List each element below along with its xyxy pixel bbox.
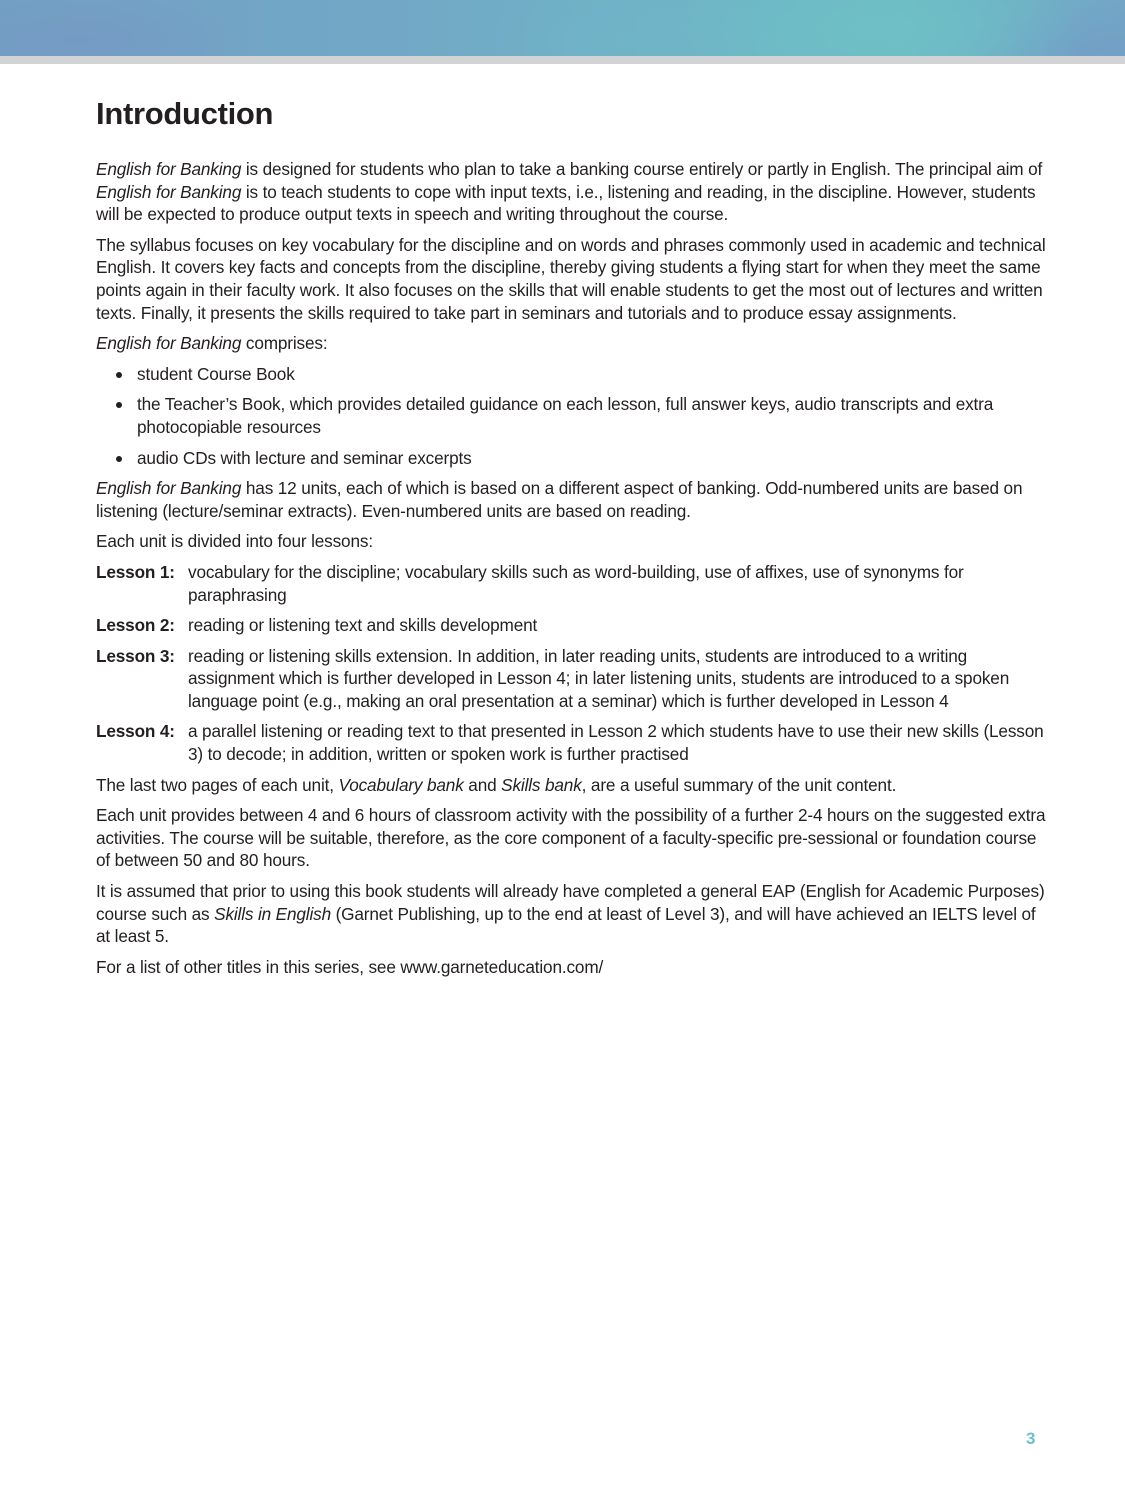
bullet-icon	[116, 372, 122, 378]
text: comprises:	[241, 333, 328, 354]
lesson-row	[96, 645, 1046, 713]
series-paragraph	[96, 956, 1046, 979]
text: is to teach students to cope with input texts, i.e., listening and reading, in the discipline. However, students will be expected to produce output texts in speech and writing throughout the course.	[96, 181, 1036, 225]
book-title: Skills in English	[214, 903, 331, 924]
intro-paragraph	[96, 158, 1046, 226]
header-rule	[0, 56, 1125, 64]
comprises-paragraph	[96, 332, 1046, 355]
list-item	[96, 447, 1046, 470]
lessons-intro: Each unit is divided into four lessons:	[96, 531, 373, 552]
book-title: English for Banking	[96, 159, 242, 179]
list-item	[96, 363, 1046, 386]
header-banner	[0, 0, 1125, 56]
lesson-label: Lesson 3:	[96, 645, 175, 666]
text: It is assumed that prior to using this book students will already have completed a general EAP (English for Academic Purposes) course such as	[96, 881, 1045, 924]
list-item-text: the Teacher’s Book, which provides detailed guidance on each lesson, full answer keys, audio transcripts and extra photocopiable resources	[137, 394, 994, 437]
page-content	[96, 96, 1046, 986]
components-list	[96, 363, 1046, 469]
book-title: English for Banking	[96, 478, 242, 499]
hours-paragraph: Each unit provides between 4 and 6 hours of classroom activity with the possibility of a further 2-4 hours on the suggested extra activities. The course will be suitable, therefore, as the core component of a faculty-specific pre-sessional or foundation course of between 50 and 80 hours.	[96, 805, 1046, 871]
list-item-text: student Course Book	[137, 363, 295, 384]
lesson-text: reading or listening skills extension. In addition, in later reading units, students are introduced to a writing assignment which is further developed in Lesson 4; in later listening units, students are introduced to a spoken language point (e.g., making an oral presentation at a seminar) which is further developed in Lesson 4	[188, 645, 1010, 711]
text: , are a useful summary of the unit content.	[581, 774, 897, 795]
lesson-text: a parallel listening or reading text to that presented in Lesson 2 which students have to use their new skills (Lesson 3) to decode; in addition, written or spoken work is further practised	[188, 721, 1044, 765]
page-title: Introduction	[96, 96, 274, 131]
text: For a list of other titles in this series, see	[96, 956, 401, 977]
list-item-text: audio CDs with lecture and seminar excerpts	[137, 447, 472, 468]
lesson-text: reading or listening text and skills development	[188, 615, 538, 636]
lesson-label: Lesson 1:	[96, 561, 175, 582]
syllabus-paragraph: The syllabus focuses on key vocabulary for the discipline and on words and phrases commonly used in academic and technical English. It covers key facts and concepts from the discipline, thereby giving students a flying start for when they meet the same points again in their faculty work. It also focuses on the skills that will enable students to get the most out of lectures and written texts. Finally, it presents the skills required to take part in seminars and tutorials and to produce essay assignments.	[96, 234, 1046, 323]
banks-paragraph	[96, 774, 1046, 797]
bullet-icon	[116, 456, 122, 462]
lesson-row	[96, 561, 1046, 606]
website-link[interactable]: www.garneteducation.com/	[400, 956, 604, 977]
lesson-row	[96, 614, 1046, 637]
vocabulary-bank-term: Vocabulary bank	[338, 774, 464, 795]
text: The last two pages of each unit,	[96, 774, 339, 795]
prerequisite-paragraph	[96, 880, 1046, 948]
lesson-text: vocabulary for the discipline; vocabulary skills such as word-building, use of affixes, use of synonyms for paraphrasing	[188, 561, 964, 605]
text: has 12 units, each of which is based on a different aspect of banking. Odd-numbered units are based on listening (lecture/seminar extracts). Even-numbered units are based on reading.	[96, 478, 1023, 521]
skills-bank-term: Skills bank	[501, 774, 582, 795]
list-item	[96, 393, 1046, 438]
book-title: English for Banking	[96, 333, 242, 354]
lesson-label: Lesson 4:	[96, 721, 175, 742]
book-title: English for Banking	[96, 181, 242, 202]
bullet-icon	[116, 402, 122, 408]
units-paragraph	[96, 477, 1046, 522]
page-number: 3	[1026, 1429, 1036, 1448]
lesson-label: Lesson 2:	[96, 615, 175, 636]
lesson-row	[96, 720, 1046, 765]
text: (Garnet Publishing, up to the end at least of Level 3), and will have achieved an IELTS level of at least 5.	[96, 903, 1036, 947]
text: and	[463, 774, 502, 795]
text: is designed for students who plan to take a banking course entirely or partly in English. The principal aim of	[241, 159, 1043, 179]
